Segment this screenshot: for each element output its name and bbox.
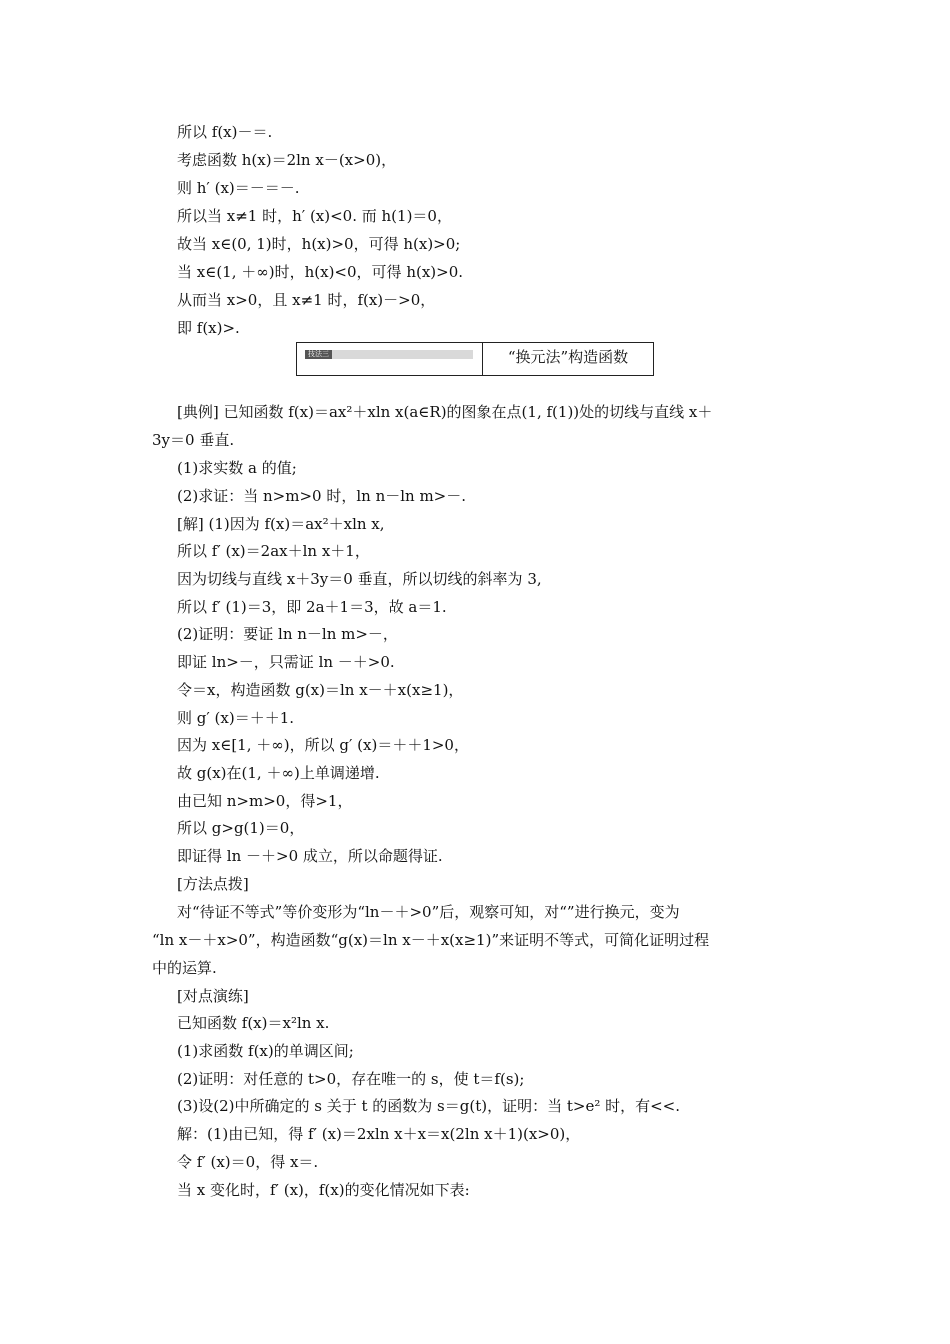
- text-line: (1)求实数 a 的值;: [177, 459, 297, 477]
- section-tag-cell: [297, 343, 483, 375]
- text-line: 因为 x∈[1, ＋∞)，所以 g′ (x)＝＋＋1>0，: [177, 736, 469, 754]
- text-line: 即证得 ln －＋>0 成立，所以命题得证.: [177, 847, 443, 865]
- text-line: 所以 g>g(1)＝0，: [177, 819, 305, 837]
- section-tag-bar: [305, 350, 473, 359]
- text-line: 令 f′ (x)＝0，得 x＝.: [177, 1153, 319, 1171]
- text-line: (2)证明：对任意的 t>0，存在唯一的 s，使 t＝f(s);: [177, 1070, 525, 1088]
- method-line: 中的运算.: [152, 959, 217, 977]
- text-line: 解：(1)由已知，得 f′ (x)＝2xln x＋x＝x(2ln x＋1)(x>0)，: [177, 1125, 581, 1143]
- text-line: (1)求函数 f(x)的单调区间;: [177, 1042, 354, 1060]
- text-line: 即证 ln>－，只需证 ln －＋>0.: [177, 653, 395, 671]
- text-line: 由已知 n>m>0，得>1，: [177, 792, 353, 810]
- text-line: 所以当 x≠1 时，h′ (x)<0. 而 h(1)＝0，: [177, 207, 452, 225]
- text-line: 令＝x，构造函数 g(x)＝ln x－＋x(x≥1)，: [177, 681, 464, 699]
- text-line: 故当 x∈(0, 1)时，h(x)>0，可得 h(x)>0;: [177, 235, 461, 253]
- section-header: [296, 342, 654, 376]
- method-line: 对“待证不等式”等价变形为“ln－＋>0”后，观察可知，对“”进行换元，变为: [177, 903, 680, 921]
- text-line: 所以 f(x)－＝.: [177, 123, 273, 141]
- text-line: (2)求证：当 n>m>0 时，ln n－ln m>－.: [177, 487, 467, 505]
- text-line: 则 h′ (x)＝－＝－.: [177, 179, 300, 197]
- text-line: 所以 f′ (1)＝3，即 2a＋1＝3，故 a＝1.: [177, 598, 447, 616]
- method-line: “ln x－＋x>0”，构造函数“g(x)＝ln x－＋x(x≥1)”来证明不等式，可简化证明过程: [152, 931, 710, 949]
- text-line: 考虑函数 h(x)＝2ln x－(x>0)，: [177, 151, 397, 169]
- section-tag: 技法三: [305, 350, 332, 359]
- example-line: 3y＝0 垂直.: [152, 431, 235, 449]
- text-line: 当 x∈(1, ＋∞)时，h(x)<0，可得 h(x)>0.: [177, 263, 464, 281]
- text-line: [方法点拨]: [177, 875, 249, 893]
- text-line: 故 g(x)在(1, ＋∞)上单调递增.: [177, 764, 380, 782]
- text-line: 已知函数 f(x)＝x²ln x.: [177, 1014, 330, 1032]
- text-line: 则 g′ (x)＝＋＋1.: [177, 709, 295, 727]
- section-title: “换元法”构造函数: [507, 348, 629, 366]
- example-line: [典例] 已知函数 f(x)＝ax²＋xln x(a∈R)的图象在点(1, f(1))处的切线与直线 x＋: [177, 403, 713, 421]
- text-line: (3)设(2)中所确定的 s 关于 t 的函数为 s＝g(t)，证明：当 t>e² 时，有<<.: [177, 1097, 681, 1115]
- text-line: 所以 f′ (x)＝2ax＋ln x＋1，: [177, 542, 370, 560]
- text-line: 因为切线与直线 x＋3y＝0 垂直，所以切线的斜率为 3,: [177, 570, 542, 588]
- text-line: [对点演练]: [177, 987, 249, 1005]
- text-line: [解] (1)因为 f(x)＝ax²＋xln x,: [177, 515, 385, 533]
- text-line: 即 f(x)>.: [177, 319, 240, 337]
- text-line: 当 x 变化时，f′ (x)，f(x)的变化情况如下表:: [177, 1181, 470, 1199]
- text-line: 从而当 x>0，且 x≠1 时，f(x)－>0，: [177, 291, 436, 309]
- text-line: (2)证明：要证 ln n－ln m>－，: [177, 625, 398, 643]
